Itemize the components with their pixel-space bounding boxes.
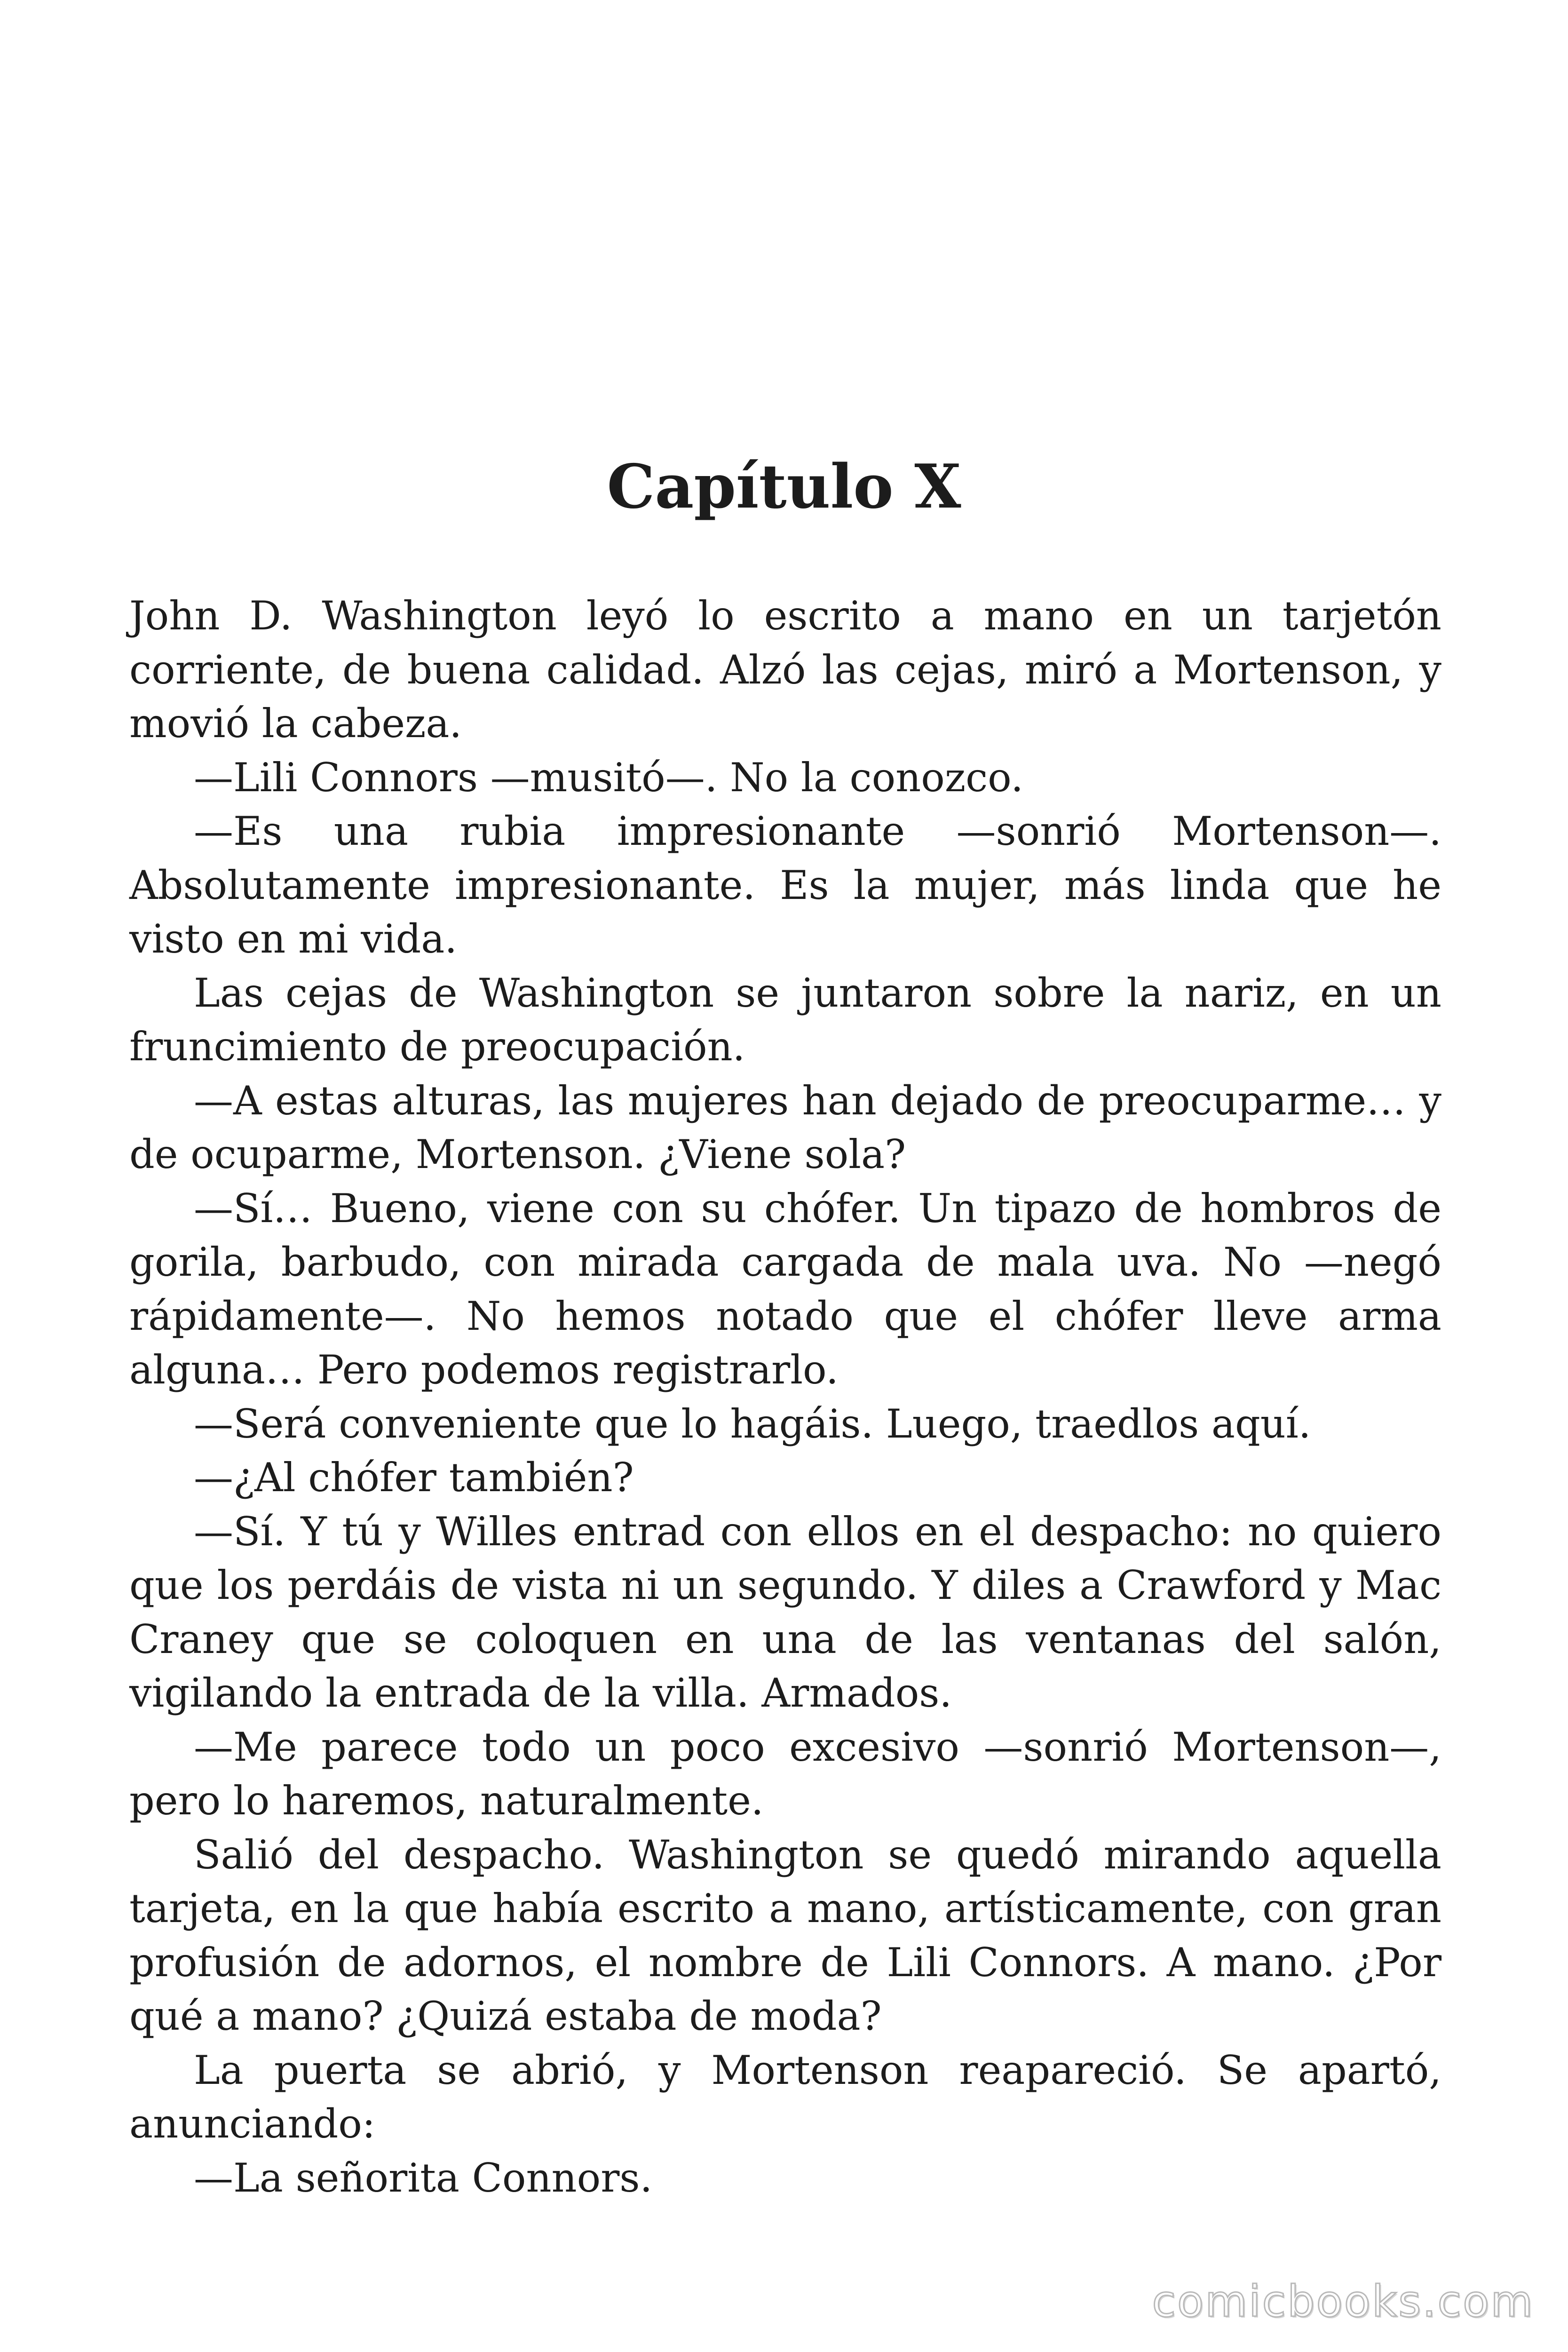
paragraph: —Sí… Bueno, viene con su chófer. Un tipazo de hombros de gorila, barbudo, con mirada cargada de mala uva. No —negó rápidamente—. No hemos notado que el chófer lleve arma alguna… Pero podemos registrarlo.	[129, 1185, 1441, 1393]
paragraph: —¿Al chófer también?	[194, 1454, 634, 1501]
chapter-title: Capítulo X	[607, 452, 961, 522]
chapter-body	[129, 589, 1441, 2205]
paragraph: —Sí. Y tú y Willes entrad con ellos en el despacho: no quiero que los perdáis de vista ni un segundo. Y diles a Crawford y Mac Craney que se coloquen en una de las ventanas del salón, vigilando la entrada de la villa. Armados.	[129, 1508, 1441, 1716]
paragraph: —La señorita Connors.	[194, 2154, 653, 2201]
paragraph: —Es una rubia impresionante —sonrió Mortenson—. Absolutamente impresionante. Es la mujer, más linda que he visto en mi vida.	[129, 808, 1441, 962]
paragraph: Las cejas de Washington se juntaron sobre la nariz, en un fruncimiento de preocupación.	[129, 969, 1441, 1070]
paragraph: John D. Washington leyó lo escrito a mano en un tarjetón corriente, de buena calidad. Alzó las cejas, miró a Mortenson, y movió la cabeza.	[129, 593, 1441, 747]
paragraph: Salió del despacho. Washington se quedó mirando aquella tarjeta, en la que había escrito a mano, artísticamente, con gran profusión de adornos, el nombre de Lili Connors. A mano. ¿Por qué a mano? ¿Quizá estaba de moda?	[129, 1831, 1441, 2039]
paragraph: —A estas alturas, las mujeres han dejado de preocuparme… y de ocuparme, Mortenson. ¿Viene sola?	[129, 1077, 1441, 1177]
paragraph: La puerta se abrió, y Mortenson reapareció. Se apartó, anunciando:	[129, 2047, 1441, 2147]
watermark: comicbooks.com	[1152, 2276, 1534, 2327]
paragraph: —Será conveniente que lo hagáis. Luego, traedlos aquí.	[194, 1400, 1311, 1447]
paragraph: —Me parece todo un poco excesivo —sonrió Mortenson—, pero lo haremos, naturalmente.	[129, 1724, 1441, 1824]
paragraph: —Lili Connors —musitó—. No la conozco.	[194, 754, 1023, 801]
